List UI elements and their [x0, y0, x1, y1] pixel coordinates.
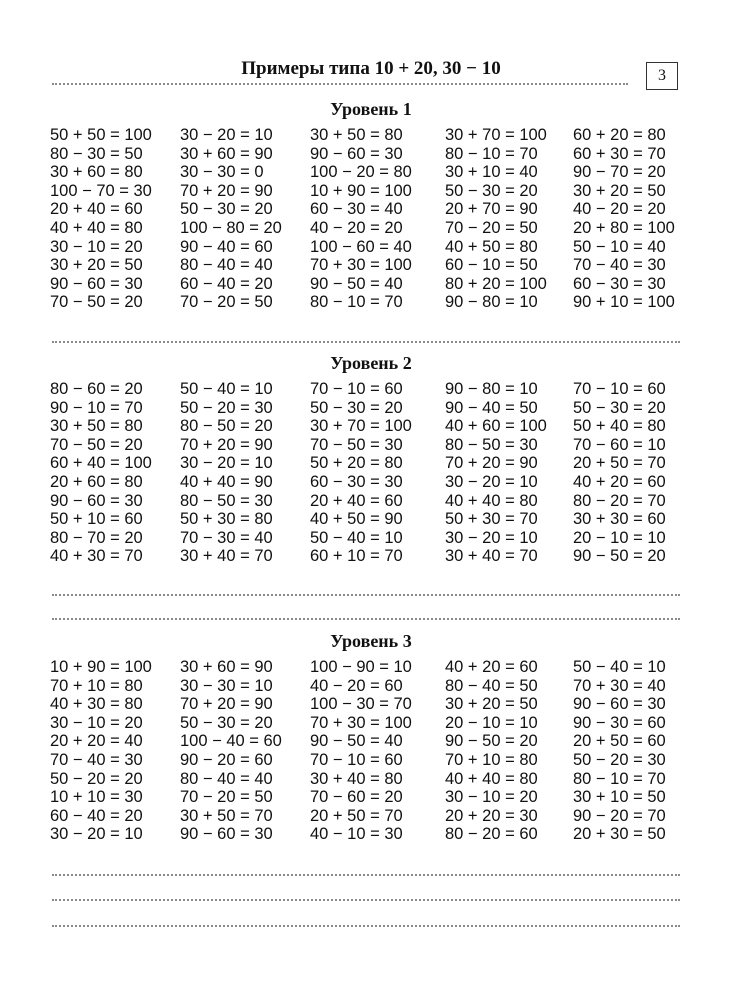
example: 80 − 40 = 50 [445, 676, 538, 695]
example: 90 − 50 = 40 [310, 274, 403, 293]
example: 50 + 50 = 100 [50, 126, 152, 144]
example: 90 − 60 = 30 [180, 825, 273, 844]
example: 60 − 40 = 20 [50, 806, 143, 825]
example: 20 + 50 = 70 [573, 454, 666, 473]
answer-line [52, 874, 680, 876]
example: 90 − 60 = 30 [573, 695, 666, 714]
example: 10 + 90 = 100 [50, 658, 152, 676]
example: 100 − 90 = 10 [310, 658, 412, 676]
example: 100 − 20 = 80 [310, 163, 412, 182]
example: 70 − 10 = 60 [310, 380, 403, 398]
example: 10 + 10 = 30 [50, 788, 143, 807]
example: 20 + 50 = 60 [573, 732, 666, 751]
example: 50 + 40 = 80 [573, 417, 666, 436]
example: 50 + 20 = 80 [310, 454, 403, 473]
example: 90 − 50 = 20 [445, 732, 538, 751]
example: 70 − 10 = 60 [310, 750, 403, 769]
example: 80 + 20 = 100 [445, 274, 547, 293]
example: 30 − 30 = 10 [180, 676, 273, 695]
example: 40 + 30 = 80 [50, 695, 143, 714]
example: 60 − 30 = 40 [310, 200, 403, 219]
example: 20 + 60 = 80 [50, 472, 143, 491]
example: 90 − 50 = 20 [573, 547, 666, 566]
example: 80 − 40 = 40 [180, 256, 273, 275]
example: 30 − 20 = 10 [50, 825, 143, 844]
example: 30 + 70 = 100 [445, 126, 547, 144]
example: 90 − 70 = 20 [573, 163, 666, 182]
example: 80 − 20 = 70 [573, 491, 666, 510]
example: 80 − 70 = 20 [50, 528, 143, 547]
example: 20 + 40 = 60 [310, 491, 403, 510]
example: 40 + 50 = 80 [445, 237, 538, 256]
example: 40 − 20 = 20 [310, 218, 403, 237]
level-2-examples [50, 380, 710, 566]
example: 40 + 20 = 60 [573, 472, 666, 491]
example: 90 − 40 = 50 [445, 398, 538, 417]
example: 70 − 20 = 50 [180, 293, 273, 312]
example: 90 − 80 = 10 [445, 380, 538, 398]
example: 60 + 40 = 100 [50, 454, 152, 473]
example: 80 − 40 = 40 [180, 769, 273, 788]
example: 30 + 60 = 80 [50, 163, 143, 182]
example: 50 + 10 = 60 [50, 510, 143, 529]
answer-line [52, 899, 680, 901]
example: 20 + 20 = 40 [50, 732, 143, 751]
example: 20 + 30 = 50 [573, 825, 666, 844]
example: 100 − 60 = 40 [310, 237, 412, 256]
example: 50 − 30 = 20 [445, 181, 538, 200]
example: 100 − 30 = 70 [310, 695, 412, 714]
title-divider [52, 83, 628, 85]
example: 50 − 40 = 10 [573, 658, 666, 676]
example: 90 − 10 = 70 [50, 398, 143, 417]
example: 30 + 40 = 70 [180, 547, 273, 566]
example: 90 − 50 = 40 [310, 732, 403, 751]
example: 20 + 50 = 70 [310, 806, 403, 825]
level-2-title: Уровень 2 [330, 353, 412, 373]
example: 100 − 70 = 30 [50, 181, 152, 200]
example: 40 − 20 = 60 [310, 676, 403, 695]
example: 100 − 80 = 20 [180, 218, 282, 237]
level-1-title: Уровень 1 [330, 99, 412, 119]
example: 60 − 10 = 50 [445, 256, 538, 275]
example: 30 + 40 = 70 [445, 547, 538, 566]
example: 20 − 10 = 10 [445, 713, 538, 732]
example: 80 − 60 = 20 [50, 380, 143, 398]
example: 70 + 30 = 40 [573, 676, 666, 695]
example: 30 + 60 = 90 [180, 658, 273, 676]
example: 10 + 90 = 100 [310, 181, 412, 200]
example: 90 − 60 = 30 [50, 491, 143, 510]
example: 70 − 10 = 60 [573, 380, 666, 398]
example: 30 + 70 = 100 [310, 417, 412, 436]
example: 90 − 30 = 60 [573, 713, 666, 732]
example: 30 − 20 = 10 [445, 472, 538, 491]
page-title: Примеры типа 10 + 20, 30 − 10 [241, 58, 501, 79]
example: 60 + 10 = 70 [310, 547, 403, 566]
example: 80 − 10 = 70 [445, 144, 538, 163]
example: 30 − 10 = 20 [50, 237, 143, 256]
example: 80 − 10 = 70 [573, 769, 666, 788]
answer-line [52, 925, 680, 927]
example: 50 − 30 = 20 [180, 713, 273, 732]
example: 30 + 20 = 50 [50, 256, 143, 275]
page-number: 3 [646, 62, 678, 90]
example: 50 − 40 = 10 [180, 380, 273, 398]
example: 90 − 60 = 30 [50, 274, 143, 293]
example: 40 + 50 = 90 [310, 510, 403, 529]
answer-line [52, 594, 680, 596]
example: 90 − 80 = 10 [445, 293, 538, 312]
example: 80 − 30 = 50 [50, 144, 143, 163]
example: 50 − 20 = 30 [573, 750, 666, 769]
example: 30 + 10 = 50 [573, 788, 666, 807]
level-3-examples [50, 658, 710, 844]
example: 70 − 40 = 30 [573, 256, 666, 275]
example: 60 + 30 = 70 [573, 144, 666, 163]
example: 30 + 40 = 80 [310, 769, 403, 788]
example: 80 − 50 = 20 [180, 417, 273, 436]
example: 20 + 80 = 100 [573, 218, 675, 237]
example: 70 + 20 = 90 [445, 454, 538, 473]
level-3-title: Уровень 3 [330, 631, 412, 651]
example: 30 + 20 = 50 [445, 695, 538, 714]
example: 90 − 20 = 70 [573, 806, 666, 825]
example: 50 − 30 = 20 [310, 398, 403, 417]
example: 70 + 10 = 80 [445, 750, 538, 769]
example: 60 − 30 = 30 [573, 274, 666, 293]
example: 30 − 10 = 20 [50, 713, 143, 732]
example: 30 − 30 = 0 [180, 163, 264, 182]
example: 30 − 20 = 10 [445, 528, 538, 547]
example: 70 + 30 = 100 [310, 713, 412, 732]
example: 20 + 40 = 60 [50, 200, 143, 219]
example: 80 − 10 = 70 [310, 293, 403, 312]
example: 50 − 20 = 20 [50, 769, 143, 788]
example: 50 − 30 = 20 [180, 200, 273, 219]
example: 60 + 20 = 80 [573, 126, 666, 144]
answer-line [52, 618, 680, 620]
example: 70 + 20 = 90 [180, 695, 273, 714]
example: 70 + 20 = 90 [180, 435, 273, 454]
example: 30 − 20 = 10 [180, 126, 273, 144]
example: 50 − 30 = 20 [573, 398, 666, 417]
example: 30 − 20 = 10 [180, 454, 273, 473]
example: 20 − 10 = 10 [573, 528, 666, 547]
example: 70 + 20 = 90 [180, 181, 273, 200]
example: 70 + 30 = 100 [310, 256, 412, 275]
example: 40 + 20 = 60 [445, 658, 538, 676]
example: 30 − 10 = 20 [445, 788, 538, 807]
example: 50 + 30 = 70 [445, 510, 538, 529]
example: 90 − 20 = 60 [180, 750, 273, 769]
example: 30 + 50 = 80 [310, 126, 403, 144]
example: 70 + 10 = 80 [50, 676, 143, 695]
example: 30 + 10 = 40 [445, 163, 538, 182]
example: 80 − 50 = 30 [445, 435, 538, 454]
example: 70 − 20 = 50 [445, 218, 538, 237]
example: 30 + 20 = 50 [573, 181, 666, 200]
example: 60 − 40 = 20 [180, 274, 273, 293]
example: 20 + 20 = 30 [445, 806, 538, 825]
example: 20 + 70 = 90 [445, 200, 538, 219]
example: 40 + 40 = 80 [445, 491, 538, 510]
example: 40 − 10 = 30 [310, 825, 403, 844]
example: 30 + 50 = 80 [50, 417, 143, 436]
answer-line [52, 341, 680, 343]
example: 70 − 40 = 30 [50, 750, 143, 769]
example: 90 − 60 = 30 [310, 144, 403, 163]
example: 70 − 20 = 50 [180, 788, 273, 807]
example: 70 − 30 = 40 [180, 528, 273, 547]
example: 70 − 60 = 20 [310, 788, 403, 807]
example: 70 − 60 = 10 [573, 435, 666, 454]
example: 70 − 50 = 30 [310, 435, 403, 454]
example: 50 − 20 = 30 [180, 398, 273, 417]
example: 90 − 40 = 60 [180, 237, 273, 256]
level-1-examples [50, 126, 710, 312]
example: 30 + 50 = 70 [180, 806, 273, 825]
example: 40 + 40 = 80 [50, 218, 143, 237]
example: 60 − 30 = 30 [310, 472, 403, 491]
example: 80 − 20 = 60 [445, 825, 538, 844]
example: 40 + 40 = 90 [180, 472, 273, 491]
example: 80 − 50 = 30 [180, 491, 273, 510]
example: 70 − 50 = 20 [50, 435, 143, 454]
example: 100 − 40 = 60 [180, 732, 282, 751]
example: 30 + 30 = 60 [573, 510, 666, 529]
example: 40 + 30 = 70 [50, 547, 143, 566]
example: 40 − 20 = 20 [573, 200, 666, 219]
example: 90 + 10 = 100 [573, 293, 675, 312]
example: 50 + 30 = 80 [180, 510, 273, 529]
example: 50 − 40 = 10 [310, 528, 403, 547]
example: 50 − 10 = 40 [573, 237, 666, 256]
example: 40 + 60 = 100 [445, 417, 547, 436]
example: 40 + 40 = 80 [445, 769, 538, 788]
example: 30 + 60 = 90 [180, 144, 273, 163]
example: 70 − 50 = 20 [50, 293, 143, 312]
